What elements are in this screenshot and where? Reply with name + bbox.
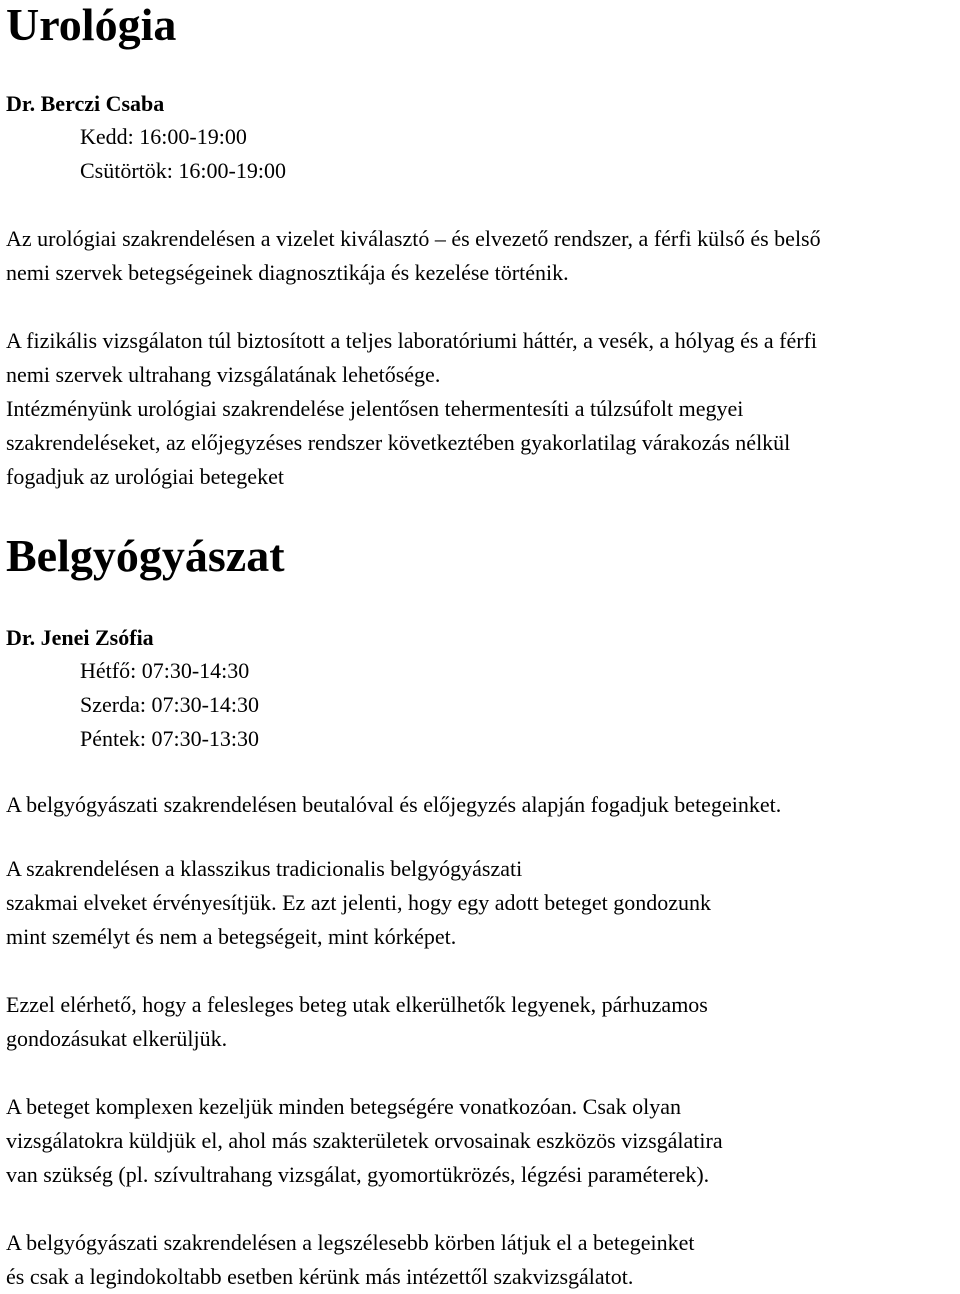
paragraph-line: A fizikális vizsgálaton túl biztosított a teljes laboratóriumi háttér, a vesék, a hólyag és a férfi (6, 328, 818, 353)
paragraph-line: vizsgálatokra küldjük el, ahol más szakterületek orvosainak eszközös vizsgálatira (6, 1128, 723, 1153)
belgyogyaszat-paragraph-3 (6, 988, 708, 1056)
belgyogyaszat-hours-wednesday: Szerda: 07:30-14:30 (80, 692, 260, 717)
paragraph-line: van szükség (pl. szívultrahang vizsgálat, gyomortükrözés, légzési paraméterek). (6, 1162, 710, 1187)
belgyogyaszat-hours (80, 654, 259, 756)
belgyogyaszat-hours-friday: Péntek: 07:30-13:30 (80, 726, 260, 751)
paragraph-line: gondozásukat elkerüljük. (6, 1026, 228, 1051)
urologia-paragraph-3 (6, 392, 790, 494)
paragraph-line: szakmai elveket érvényesítjük. Ez azt jelenti, hogy egy adott beteget gondozunk (6, 890, 711, 915)
paragraph-line: Az urológiai szakrendelésen a vizelet kiválasztó – és elvezető rendszer, a férfi külső és belső (6, 226, 821, 251)
belgyogyaszat-hours-monday: Hétfő: 07:30-14:30 (80, 658, 250, 683)
paragraph-line: A belgyógyászati szakrendelésen a legszélesebb körben látjuk el a betegeinket (6, 1230, 695, 1255)
belgyogyaszat-paragraph-5 (6, 1226, 694, 1294)
paragraph-line: mint személyt és nem a betegségeit, mint kórképet. (6, 924, 457, 949)
urologia-hours-tuesday: Kedd: 16:00-19:00 (80, 124, 247, 149)
belgyogyaszat-doctor-name: Dr. Jenei Zsófia (6, 625, 154, 650)
paragraph-line: A szakrendelésen a klasszikus tradicionalis belgyógyászati (6, 856, 523, 881)
urologia-paragraph-2 (6, 324, 817, 392)
urologia-heading: Urológia (6, 0, 177, 50)
paragraph-line: Intézményünk urológiai szakrendelése jelentősen tehermentesíti a túlzsúfolt megyei (6, 396, 744, 421)
paragraph-line: nemi szervek betegségeinek diagnosztikája és kezelése történik. (6, 260, 569, 285)
urologia-hours (80, 120, 286, 188)
paragraph-line: nemi szervek ultrahang vizsgálatának lehetősége. (6, 362, 441, 387)
urologia-paragraph-1 (6, 222, 821, 290)
belgyogyaszat-paragraph-4 (6, 1090, 723, 1192)
paragraph-line: fogadjuk az urológiai betegeket (6, 464, 284, 489)
belgyogyaszat-heading: Belgyógyászat (6, 530, 285, 581)
paragraph-line: és csak a legindokoltabb esetben kérünk más intézettől szakvizsgálatot. (6, 1264, 634, 1289)
urologia-hours-thursday: Csütörtök: 16:00-19:00 (80, 158, 286, 183)
paragraph-line: A belgyógyászati szakrendelésen beutalóval és előjegyzés alapján fogadjuk betegeinket. (6, 792, 782, 817)
paragraph-line: A beteget komplexen kezeljük minden betegségére vonatkozóan. Csak olyan (6, 1094, 682, 1119)
belgyogyaszat-paragraph-2 (6, 852, 711, 954)
belgyogyaszat-paragraph-1 (6, 788, 781, 822)
urologia-doctor-name: Dr. Berczi Csaba (6, 91, 165, 116)
paragraph-line: Ezzel elérhető, hogy a felesleges beteg utak elkerülhetők legyenek, párhuzamos (6, 992, 708, 1017)
paragraph-line: szakrendeléseket, az előjegyzéses rendszer következtében gyakorlatilag várakozás nélkül (6, 430, 791, 455)
